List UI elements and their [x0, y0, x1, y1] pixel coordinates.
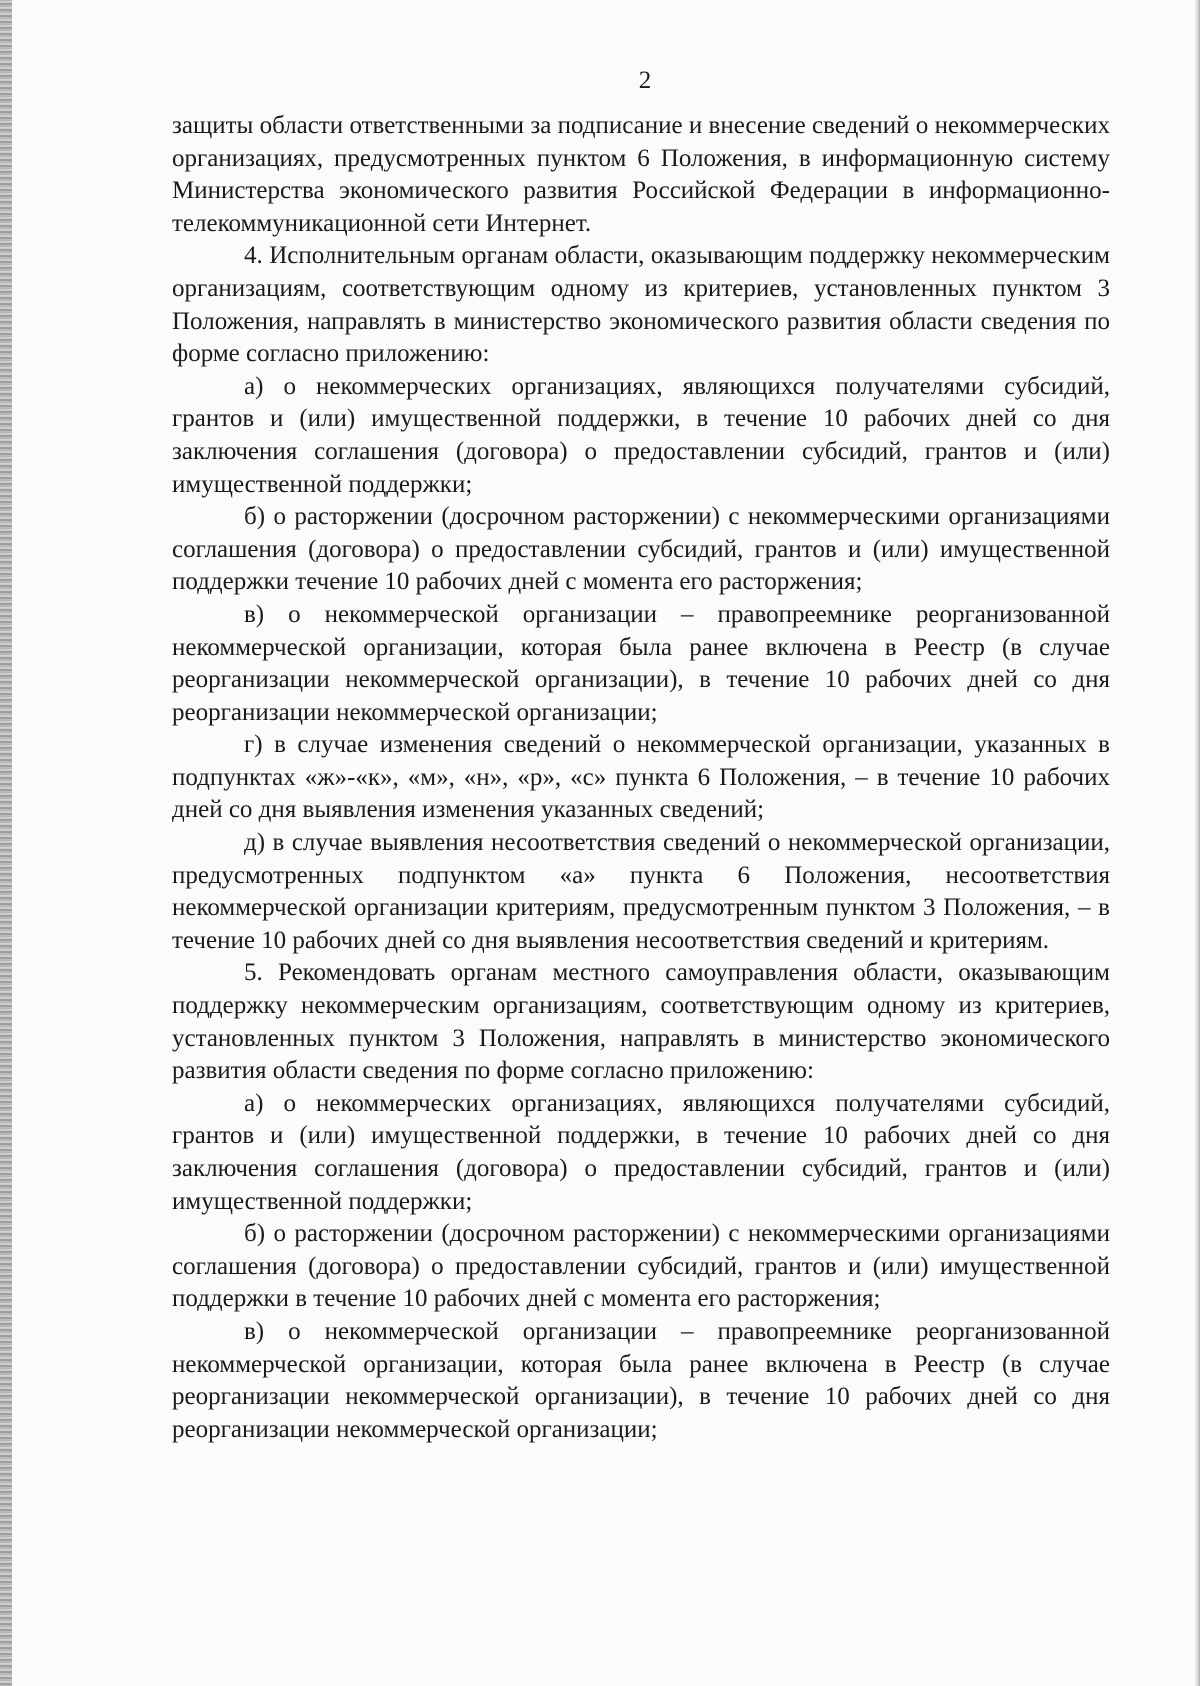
paragraph-item-4b: б) о расторжении (досрочном расторжении) с некоммерческими организациями соглашения (договора) о предоставлении субсидий, грантов и (или) имущественной поддержки течение 10 рабочих дней с момента его расторжения; — [172, 503, 1110, 596]
paragraph-item-4g: г) в случае изменения сведений о некоммерческой организации, указанных в подпунктах «ж»-«к», «м», «н», «р», «с» пункта 6 Положения, – в течение 10 рабочих дней со дня выявления изменения указанных сведений; — [172, 731, 1110, 824]
paragraph-item-5v: в) о некоммерческой организации – правопреемнике реорганизованной некоммерческой организации, которая была ранее включена в Реестр (в случае реорганизации некоммерческой организации), в течение 10 рабочих дней со дня реорганизации некоммерческой организации; — [172, 1317, 1110, 1443]
paragraph-item-4v: в) о некоммерческой организации – правопреемнике реорганизованной некоммерческой организации, которая была ранее включена в Реестр (в случае реорганизации некоммерческой организации), в течение 10 рабочих дней со дня реорганизации некоммерческой организации; — [172, 600, 1110, 726]
paragraph-item-4: 4. Исполнительным органам области, оказывающим поддержку некоммерческим организациям, соответствующим одному из критериев, установленных пунктом 3 Положения, направлять в министерство экономического развития области сведения по форме согласно приложению: — [172, 242, 1110, 368]
paragraph-item-5a: а) о некоммерческих организациях, являющихся получателями субсидий, грантов и (или) имущественной поддержки, в течение 10 рабочих дней со дня заключения соглашения (договора) о предоставлении субсидий, грантов и (или) имущественной поддержки; — [172, 1089, 1110, 1215]
paragraph-item-5b: б) о расторжении (досрочном расторжении) с некоммерческими организациями соглашения (договора) о предоставлении субсидий, грантов и (или) имущественной поддержки в течение 10 рабочих дней с момента его расторжения; — [172, 1220, 1110, 1313]
page-number: 2 — [638, 67, 652, 94]
paragraph-item-4a: а) о некоммерческих организациях, являющихся получателями субсидий, грантов и (или) имущественной поддержки, в течение 10 рабочих дней со дня заключения соглашения (договора) о предоставлении субсидий, грантов и (или) имущественной поддержки; — [172, 372, 1110, 498]
scan-right-edge — [1194, 0, 1200, 1686]
document-body — [172, 110, 1110, 1446]
paragraph-continuation: защиты области ответственными за подписание и внесение сведений о некоммерческих организациях, предусмотренных пунктом 6 Положения, в информационную систему Министерства экономического развития Российской Федерации в информационно-телекоммуникационной сети Интернет. — [172, 112, 1110, 237]
scan-left-edge — [0, 0, 12, 1686]
paragraph-item-5: 5. Рекомендовать органам местного самоуправления области, оказывающим поддержку некоммерческим организациям, соответствующим одному из критериев, установленных пунктом 3 Положения, направлять в министерство экономического развития области сведения по форме согласно приложению: — [172, 959, 1110, 1085]
paragraph-item-4d: д) в случае выявления несоответствия сведений о некоммерческой организации, предусмотренных подпунктом «а» пункта 6 Положения, несоответствия некоммерческой организации критериям, предусмотренным пунктом 3 Положения, – в течение 10 рабочих дней со дня выявления несоответствия сведений и критериям. — [172, 829, 1110, 954]
